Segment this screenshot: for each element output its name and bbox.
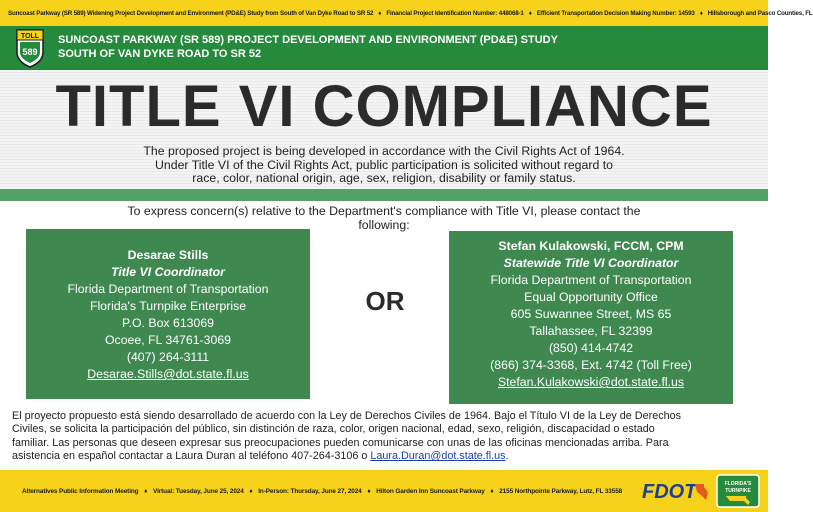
diamond-icon: ♦: [490, 488, 494, 495]
contact-org: Florida's Turnpike Enterprise: [89, 299, 247, 313]
contact-address: Tallahassee, FL 32399: [529, 324, 653, 338]
contact-phone: (850) 414-4742: [548, 341, 634, 355]
spanish-line: familiar. Las personas que deseen expresar sus preocupaciones pueden comunicarse con unas de las oficinas mencionadas arriba. Para: [12, 436, 669, 449]
contact-card-right: [449, 231, 733, 404]
top-info-item: Suncoast Parkway (SR 589) Widening Project Development and Environment (PD&E) Study from South of Van Dyke Road to SR 52: [8, 9, 374, 17]
contact-org: Equal Opportunity Office: [524, 290, 658, 304]
contact-intro-line: following:: [358, 217, 410, 232]
meeting-info-item: 2155 Northpointe Parkway, Lutz, FL 33558: [499, 488, 623, 495]
florida-turnpike-logo-icon: [716, 474, 760, 508]
contact-email-link[interactable]: Stefan.Kulakowski@dot.state.fl.us: [497, 375, 685, 389]
diamond-icon: ♦: [367, 488, 371, 495]
contact-name: Desarae Stills: [127, 248, 209, 262]
study-title-line1: SUNCOAST PARKWAY (SR 589) PROJECT DEVELOPMENT AND ENVIRONMENT (PD&E) STUDY: [58, 34, 558, 46]
page-title: TITLE VI COMPLIANCE: [55, 74, 713, 139]
diamond-icon: ♦: [249, 488, 253, 495]
contact-card-left: [26, 229, 310, 399]
top-info-bar: [0, 0, 813, 26]
spanish-line: [12, 450, 757, 463]
diamond-icon: ♦: [144, 488, 148, 495]
shield-number-label: 589: [22, 47, 38, 57]
contact-email-link[interactable]: Desarae.Stills@dot.state.fl.us: [87, 367, 249, 381]
section-divider: [0, 189, 768, 201]
diamond-icon: ♦: [528, 9, 532, 17]
toll-589-shield-icon: [15, 28, 45, 68]
contact-address: P.O. Box 613069: [121, 316, 215, 330]
spanish-line: Civiles, se solicita la participación del público, sin distinción de raza, color, origen nacional, edad, sexo, religión, discapacidad o estado: [12, 423, 655, 436]
turnpike-logo-line1: FLORIDA'S: [724, 481, 752, 487]
contact-role: Statewide Title VI Coordinator: [503, 256, 679, 270]
turnpike-logo-line2: TURNPIKE: [725, 488, 751, 494]
study-title: [58, 33, 558, 61]
or-separator: OR: [365, 286, 405, 316]
meeting-info-item: Virtual: Tuesday, June 25, 2024: [153, 488, 244, 495]
diamond-icon: ♦: [699, 9, 703, 17]
fdot-logo-text: FDOT: [642, 481, 697, 503]
spanish-line-text: asistencia en español contactar a Laura Duran al teléfono 407-264-3106 o: [12, 450, 368, 463]
spanish-email-link[interactable]: Laura.Duran@dot.state.fl.us: [370, 450, 506, 463]
meeting-info-item: In-Person: Thursday, June 27, 2024: [258, 488, 362, 495]
intro-paragraph: [60, 145, 708, 186]
spanish-paragraph: [12, 410, 757, 464]
contact-address: Ocoee, FL 34761-3069: [104, 333, 232, 347]
top-info-item: Efficient Transportation Decision Making Number: 14593: [536, 9, 695, 17]
intro-line: race, color, national origin, age, sex, religion, disability or family status.: [192, 171, 576, 185]
meeting-info: [22, 488, 622, 495]
spanish-line: El proyecto propuesto está siendo desarrollado de acuerdo con la Ley de Derechos Civiles de 1964. Bajo el Título VI de la Ley de Derechos: [12, 410, 682, 422]
contact-intro-line: To express concern(s) relative to the Department's compliance with Title VI, please contact the: [127, 204, 641, 218]
top-info-item: Financial Project Identification Number: 448068-1: [386, 9, 524, 17]
contact-intro: [40, 205, 728, 232]
contact-address: 605 Suwannee Street, MS 65: [510, 307, 672, 321]
study-title-line2: SOUTH OF VAN DYKE ROAD TO SR 52: [58, 48, 262, 60]
meeting-info-item: Alternatives Public Information Meeting: [22, 488, 139, 495]
contact-org: Florida Department of Transportation: [67, 282, 269, 296]
intro-line: The proposed project is being developed in accordance with the Civil Rights Act of 1964.: [143, 144, 625, 158]
meeting-info-item: Hilton Garden Inn Suncoast Parkway: [376, 488, 485, 495]
diamond-icon: ♦: [378, 9, 382, 17]
contact-phone: (407) 264-3111: [126, 350, 210, 364]
shield-top-label: TOLL: [20, 33, 40, 40]
spanish-line-end: .: [505, 450, 509, 463]
contact-phone-tollfree: (866) 374-3368, Ext. 4742 (Toll Free): [490, 358, 692, 372]
contact-role: Title VI Coordinator: [111, 265, 225, 279]
intro-line: Under Title VI of the Civil Rights Act, public participation is solicited without regard to: [155, 157, 613, 172]
top-info-item: Hillsborough and Pasco Counties, FL: [707, 9, 813, 17]
contact-name: Stefan Kulakowski, FCCM, CPM: [498, 239, 684, 253]
fdot-logo-icon: [640, 478, 712, 504]
contact-org: Florida Department of Transportation: [490, 273, 692, 287]
